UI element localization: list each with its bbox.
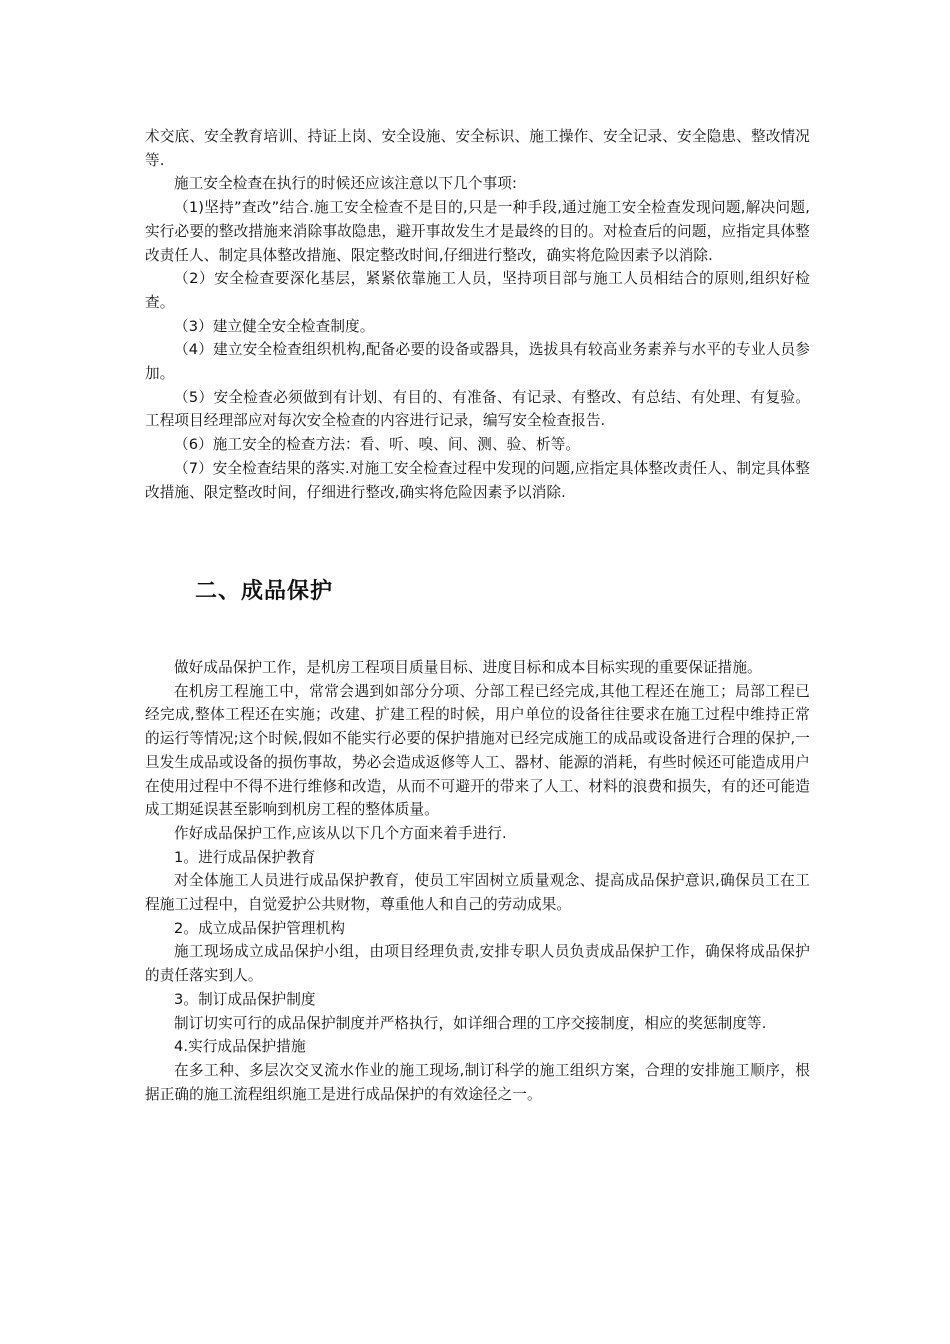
section-heading: 二、成品保护 xyxy=(195,579,334,604)
paragraph: 3。制订成品保护制度 xyxy=(174,990,316,1008)
paragraph: 在机房工程施工中，常常会遇到如部分分项、分部工程已经完成,其他工程还在施工；局部工程已经完成,整体工程还在实施；改建、扩建工程的时候，用户单位的设备往往要求在施工过程中维持正常的运行等情况;这个时候,假如不能实行必要的保护措施对已经完成施工的成品或设备进行合理的保护,一旦发生成品或设备的损伤事故，势必会造成返修等人工、器材、能源的消耗，有些时候还可能造成用户在使用过程中不得不进行维修和改造，从而不可避开的带来了人工、材料的浪费和损失，有的还可能造成工期延误甚至影响到机房工程的整体质量。 xyxy=(145,682,810,819)
safety-inspection-section xyxy=(145,125,810,504)
paragraph: （7）安全检查结果的落实.对施工安全检查过程中发现的问题,应指定具体整改责任人、制定具体整改措施、限定整改时间，仔细进行整改,确实将危险因素予以消除. xyxy=(145,459,811,501)
paragraph: 1。进行成品保护教育 xyxy=(174,848,316,866)
paragraph: （6）施工安全的检查方法：看、听、嗅、间、测、验、析等。 xyxy=(174,436,581,454)
paragraph: （2）安全检查要深化基层，紧紧依靠施工人员，坚持项目部与施工人员相结合的原则,组织好检查。 xyxy=(145,270,810,311)
paragraph: 术交底、安全教育培训、持证上岗、安全设施、安全标识、施工操作、安全记录、安全隐患、整改情况等. xyxy=(145,128,810,169)
paragraph: 4.实行成品保护措施 xyxy=(174,1038,306,1056)
finished-product-protection-section xyxy=(145,656,810,1106)
paragraph: 做好成品保护工作，是机房工程项目质量目标、进度目标和成本目标实现的重要保证措施。 xyxy=(174,659,762,676)
paragraph: （4）建立安全检查组织机构,配备必要的设备或器具，选拔具有较高业务素养与水平的专业人员参加。 xyxy=(145,341,810,383)
paragraph: （5）安全检查必须做到有计划、有目的、有准备、有记录、有整改、有总结、有处理、有复验。工程项目经理部应对每次安全检查的内容进行记录，编写安全检查报告. xyxy=(145,388,810,430)
paragraph: 施工安全检查在执行的时候还应该注意以下几个事项: xyxy=(174,175,517,193)
paragraph: 在多工种、多层次交叉流水作业的施工现场,制订科学的施工组织方案，合理的安排施工顺序，根据正确的施工流程组织施工是进行成品保护的有效途径之一。 xyxy=(145,1061,810,1103)
paragraph: 对全体施工人员进行成品保护教育，使员工牢固树立质量观念、提高成品保护意识,确保员工在工程施工过程中，自觉爱护公共财物，尊重他人和自己的劳动成果。 xyxy=(145,872,810,914)
paragraph: （1)坚持”查改”结合.施工安全检查不是目的,只是一种手段,通过施工安全检查发现问题,解决问题,实行必要的整改措施来消除事故隐患，避开事故发生才是最终的目的。对检查后的问题，应指定具体整改责任人、制定具体整改措施、限定整改时间,仔细进行整改，确实将危险因素予以消除. xyxy=(145,199,810,264)
paragraph: （3）建立健全安全检查制度。 xyxy=(174,317,375,335)
paragraph: 作好成品保护工作,应该从以下几个方面来着手进行. xyxy=(174,824,507,842)
paragraph: 制订切实可行的成品保护制度并严格执行，如详细合理的工序交接制度，相应的奖惩制度等. xyxy=(174,1014,767,1032)
paragraph: 施工现场成立成品保护小组，由项目经理负责,安排专职人员负责成品保护工作，确保将成品保护的责任落实到人。 xyxy=(145,943,810,985)
paragraph: 2。成立成品保护管理机构 xyxy=(174,919,346,937)
